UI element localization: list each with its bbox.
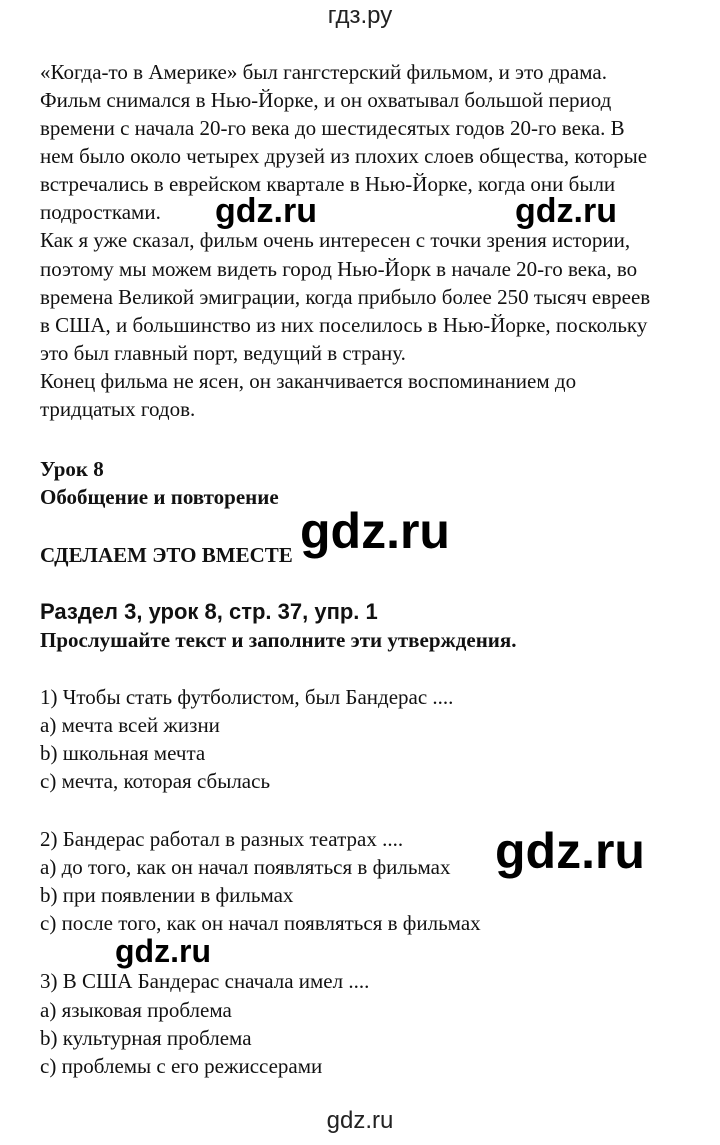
answer-option: a) до того, как он начал появляться в фильмах [40, 855, 451, 879]
lesson-title: Урок 8 [40, 457, 104, 481]
answer-option: b) культурная проблема [40, 1026, 252, 1050]
answer-option: c) проблемы с его режиссерами [40, 1054, 323, 1078]
answer-option: b) школьная мечта [40, 741, 206, 765]
passage-line: это был главный порт, ведущий в страну. [40, 341, 406, 365]
passage-line: Фильм снимался в Нью-Йорке, и он охватывал большой период [40, 88, 612, 112]
question-text: 3) В США Бандерас сначала имел .... [40, 969, 370, 993]
question-text: 1) Чтобы стать футболистом, был Бандерас .... [40, 685, 454, 709]
passage-line: в США, и большинство из них поселилось в Нью-Йорке, поскольку [40, 313, 648, 337]
exercise-heading: Раздел 3, урок 8, стр. 37, упр. 1 [40, 599, 378, 624]
passage-line: времени с начала 20-го века до шестидесятых годов 20-го века. В [40, 116, 625, 140]
answer-option: a) мечта всей жизни [40, 713, 220, 737]
watermark: gdz.ru [515, 192, 617, 230]
passage-line: Как я уже сказал, фильм очень интересен с точки зрения истории, [40, 228, 631, 252]
answer-option: a) языковая проблема [40, 998, 232, 1022]
exercise-instruction: Прослушайте текст и заполните эти утверждения. [40, 628, 517, 652]
site-header: гдз.ру [327, 2, 393, 29]
watermark: gdz.ru [215, 192, 317, 230]
lesson-subtitle: Обобщение и повторение [40, 485, 279, 509]
question-text: 2) Бандерас работал в разных театрах .... [40, 827, 404, 851]
passage-line: подростками. [40, 200, 161, 224]
watermark: gdz.ru [115, 933, 211, 969]
site-footer: gdz.ru [326, 1107, 394, 1134]
section-heading: СДЕЛАЕМ ЭТО ВМЕСТЕ [40, 543, 293, 567]
passage-line: тридцатых годов. [40, 397, 196, 421]
answer-option: c) мечта, которая сбылась [40, 769, 271, 793]
answer-option: b) при появлении в фильмах [40, 883, 294, 907]
watermark: gdz.ru [495, 823, 645, 879]
passage-line: времена Великой эмиграции, когда прибыло более 250 тысяч евреев [40, 285, 651, 309]
answer-option: c) после того, как он начал появляться в фильмах [40, 911, 481, 935]
passage-line: нем было около четырех друзей из плохих слоев общества, которые [40, 144, 648, 168]
passage-line: Конец фильма не ясен, он заканчивается воспоминанием до [40, 369, 577, 393]
passage-line: «Когда-то в Америке» был гангстерский фильмом, и это драма. [40, 60, 607, 84]
watermark: gdz.ru [300, 503, 450, 559]
passage-line: поэтому мы можем видеть город Нью-Йорк в начале 20-го века, во [40, 257, 638, 281]
passage-line: встречались в еврейском квартале в Нью-Йорке, когда они были [40, 172, 616, 196]
